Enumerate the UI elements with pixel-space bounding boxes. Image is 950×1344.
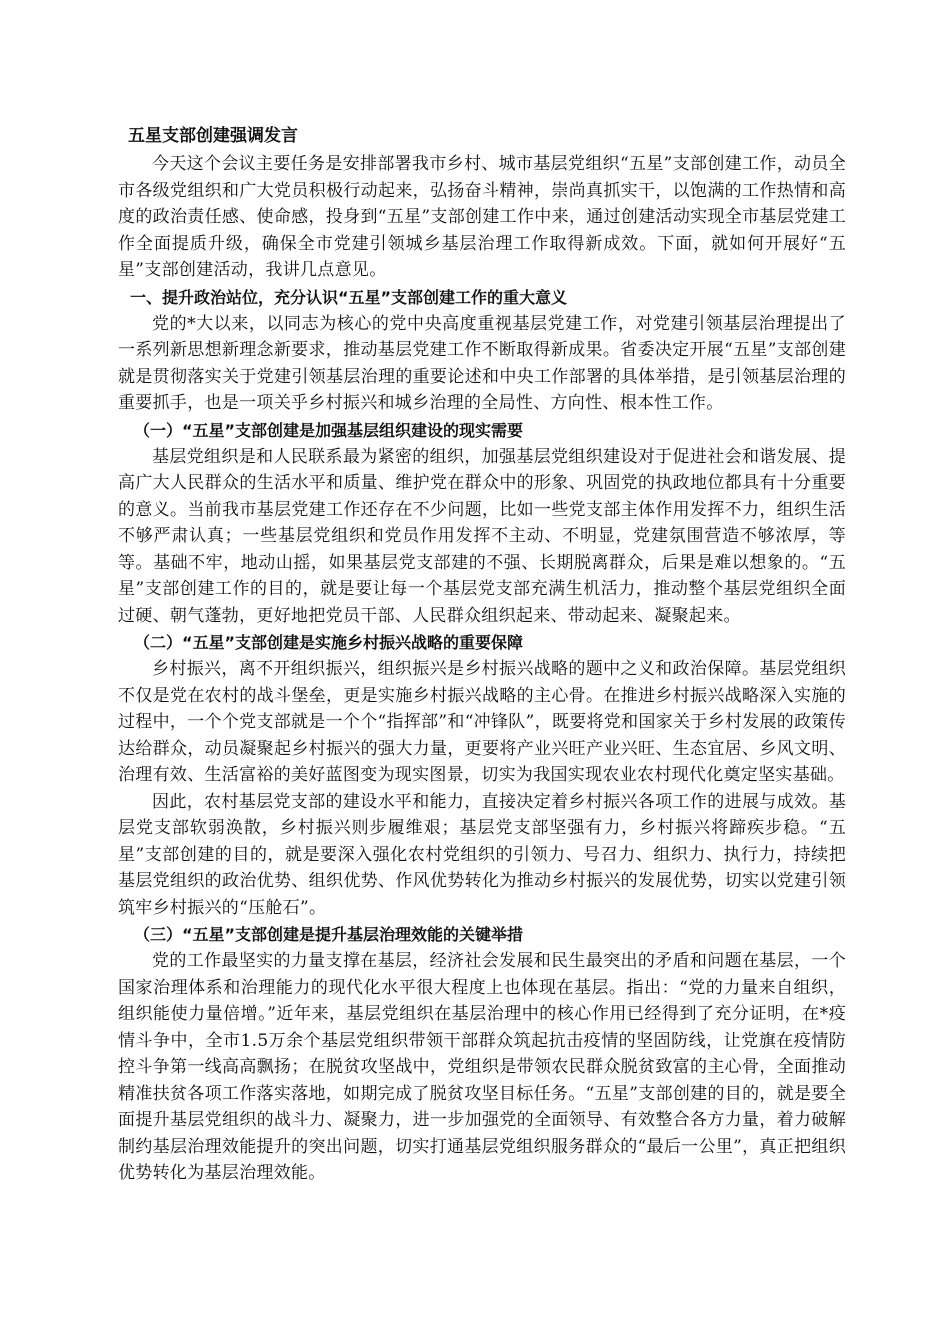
intro-paragraph: 今天这个会议主要任务是安排部署我市乡村、城市基层党组织“五星”支部创建工作，动员全市各级党组织和广大党员积极行动起来，弘扬奋斗精神，崇尚真抓实干，以饱满的工作热情和高度的政治责任感、使命感，投身到“五星”支部创建工作中来，通过创建活动实现全市基层党建工作全面提质升级，确保全市党建引领城乡基层治理工作取得新成效。下面，就如何开展好“五星”支部创建活动，我讲几点意见。 xyxy=(118,154,846,280)
document-title: 五星支部创建强调发言 xyxy=(128,126,298,146)
subsection-2-paragraph-2: 因此，农村基层党支部的建设水平和能力，直接决定着乡村振兴各项工作的进展与成效。基层党支部软弱涣散，乡村振兴则步履维艰；基层党支部坚强有力，乡村振兴将蹄疾步稳。“五星”支部创建的目的，就是要深入强化农村党组织的引领力、号召力、组织力、执行力，持续把基层党组织的政治优势、组织优势、作风优势转化为推动乡村振兴的发展优势，切实以党建引领筑牢乡村振兴的“压舱石”。 xyxy=(118,791,846,918)
document-page xyxy=(118,123,846,1187)
section-heading-1: 一、提升政治站位，充分认识“五星”支部创建工作的重大意义 xyxy=(130,287,568,307)
subsection-2-paragraph-1: 乡村振兴，离不开组织振兴，组织振兴是乡村振兴战略的题中之义和政治保障。基层党组织不仅是党在农村的战斗堡垒，更是实施乡村振兴战略的主心骨。在推进乡村振兴战略深入实施的过程中，一个个党支部就是一个个“指挥部”和“冲锋队”，既要将党和国家关于乡村发展的政策传达给群众，动员凝聚起乡村振兴的强大力量，更要将产业兴旺产业兴旺、生态宜居、乡风文明、治理有效、生活富裕的美好蓝图变为现实图景，切实为我国实现农业农村现代化奠定坚实基础。 xyxy=(118,659,846,785)
subsection-heading-2: （二）“五星”支部创建是实施乡村振兴战略的重要保障 xyxy=(134,633,524,652)
section-1-paragraph: 党的*大以来，以同志为核心的党中央高度重视基层党建工作，对党建引领基层治理提出了一系列新思想新理念新要求，推动基层党建工作不断取得新成果。省委决定开展“五星”支部创建就是贯彻落实关于党建引领基层治理的重要论述和中央工作部署的具体举措，是引领基层治理的重要抓手，也是一项关乎乡村振兴和城乡治理的全局性、方向性、根本性工作。 xyxy=(118,313,846,413)
subsection-heading-1: （一）“五星”支部创建是加强基层组织建设的现实需要 xyxy=(134,420,524,440)
subsection-heading-3: （三）“五星”支部创建是提升基层治理效能的关键举措 xyxy=(134,925,524,944)
subsection-1-paragraph: 基层党组织是和人民联系最为紧密的组织，加强基层党组织建设对于促进社会和谐发展、提高广大人民群众的生活水平和质量、维护党在群众中的形象、巩固党的执政地位都具有十分重要的意义。当前我市基层党建工作还存在不少问题，比如一些党支部主体作用发挥不力，组织生活不够严肃认真；一些基层党组织和党员作用发挥不主动、不明显，党建氛围营造不够浓厚，等等。基础不牢，地动山摇，如果基层党支部建的不强、长期脱离群众，后果是难以想象的。“五星”支部创建工作的目的，就是要让每一个基层党支部充满生机活力，推动整个基层党组织全面过硬、朝气蓬勃，更好地把党员干部、人民群众组织起来、带动起来、凝聚起来。 xyxy=(118,446,846,626)
subsection-3-paragraph: 党的工作最坚实的力量支撑在基层，经济社会发展和民生最突出的矛盾和问题在基层，一个国家治理体系和治理能力的现代化水平很大程度上也体现在基层。指出：“党的力量来自组织，组织能使力量倍增。”近年来，基层党组织在基层治理中的核心作用已经得到了充分证明，在*疫情斗争中，全市1.5万余个基层党组织带领干部群众筑起抗击疫情的坚固防线，让党旗在疫情防控斗争第一线高高飘扬；在脱贫攻坚战中，党组织是带领农民群众脱贫致富的主心骨，全面推动精准扶贫各项工作落实落地，如期完成了脱贫攻坚目标任务。“五星”支部创建的目的，就是要全面提升基层党组织的战斗力、凝聚力，进一步加强党的全面领导、有效整合各方力量，着力破解制约基层治理效能提升的突出问题，切实打通基层党组织服务群众的“最后一公里”，真正把组织优势转化为基层治理效能。 xyxy=(118,951,846,1183)
